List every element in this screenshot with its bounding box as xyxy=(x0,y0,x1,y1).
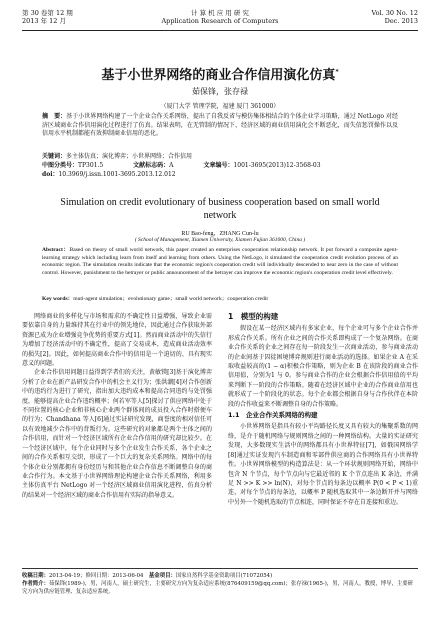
affiliation-en: ( School of Management, Xiamen University, Xiamen Fujian 361000, China ) xyxy=(134,237,306,243)
authors-cn: 茹保锋，张存禄 xyxy=(192,87,248,96)
issue-date-en: Dec. 2013 xyxy=(384,17,418,25)
section-paragraph: 假设在某一经济区域内有多家企业，每个企业可与多个企业合作并形成合作关系。所有企业之间的合作关系即构成了一个复杂网络。在商业合作关系的企业之间存在每一阶段发生一次商业活动，参与商业活动的企业间基于囚徒困境博弈规则进行商业活动的选择。如果企业 A 在采取收益较高的(1 − α)积极合作策略，则为企业 B 在该阶段的商业合作信用值，分别为1 与 0。参与商业合作的企业会根据合作信用值的平均来判断下一阶段的合作策略。随着在经济区域中企业的合作商业信用也就形成了一个阶段化的状态。每个企业都会根据自身与合作伙伴在本阶段的合作收益来不断调整自身的合作策略。 xyxy=(228,325,418,408)
footnote-received xyxy=(22,572,418,580)
abstract-cn xyxy=(42,113,398,139)
doi-label: doi： xyxy=(42,171,59,178)
header-center xyxy=(22,9,418,25)
keywords-cn-label: 关键词： xyxy=(42,153,67,160)
volume-no-en: Vol. 30 No. 12 xyxy=(371,9,418,17)
abstract-en xyxy=(42,247,398,277)
article-label: 文章编号： xyxy=(203,162,234,169)
subsection-heading: 1.1 企业合作关系网络的构建 xyxy=(228,411,318,420)
authors-en: RU Bao-feng，ZHANG Cun-lu xyxy=(181,231,259,237)
received-value: 2013-04-19；修回日期：2013-06-04 xyxy=(48,573,144,579)
title-text: 基于小世界网络的商业合作信用演化仿真 xyxy=(101,68,336,83)
cls-code xyxy=(42,162,117,169)
abstract-cn-text: 基于小世界网络构建了一个企业合作关系网络，提出了自我反省与模仿集体相结合的个体企业学习策略，通过 NetLogo 对经济区域商业合作信用演化过程进行了仿真。结果表明，在无管制的情况下，经济区域的商业信用演化会不断恶化，而失信惩罚操作以及信用水平机制都能有效抑制商业信用的恶化。 xyxy=(42,113,398,137)
doc-code xyxy=(133,162,187,169)
keywords-cn xyxy=(42,151,398,160)
section-heading: 1 模型的构建 xyxy=(228,312,279,321)
abstract-cn-label: 摘 要： xyxy=(42,113,67,120)
title-footnote-mark: * xyxy=(335,68,339,76)
footnote-bio xyxy=(22,580,418,596)
running-header xyxy=(22,6,418,31)
abstract-en-text: Based on theory of small world network, this paper created an enterprises cooperation relationship network. It put forward a composite agent-learning strategy which including learn from itself and learning from others. Using the NetLogo, it simulated the cooperation credit evolution process of an economic region. The simulation results indicate that the economic region's cooperation credit will individually descended to near zero in the case of without control. However, punishment to the betrayer or public announcement of the betrayer can improve the economic region's cooperation credit level effectively. xyxy=(42,247,398,276)
issue-date-cn: 2013 年 12 月 xyxy=(22,17,67,25)
fund-label: 基金项目： xyxy=(148,573,176,579)
doc-value: A xyxy=(169,162,174,169)
classification-row xyxy=(42,160,398,169)
keywords-en-label: Key words： xyxy=(42,296,74,302)
paper-title-cn xyxy=(0,64,440,83)
received-label: 收稿日期： xyxy=(22,573,49,579)
doi-value: 10.3969/j.issn.1001-3695.2013.12.012 xyxy=(58,171,176,178)
header-right xyxy=(372,9,418,25)
cls-value: TP301.5 xyxy=(78,162,104,169)
journal-name-cn: 计 算 机 应 用 研 究 xyxy=(191,9,249,17)
body-column-right xyxy=(228,312,418,507)
bio-value: 茹保锋(1989-)，男，河南人，硕士研究生，主要研究方向为复杂适应系统(876409159@qq.com)；张存禄(1965-)，男，河南人，教授，博导，主要研究方向为供应链管理、复杂适应系统。 xyxy=(22,581,414,595)
paper-title-en: Simulation on credit evolutionary of business cooperation based on small world network xyxy=(60,197,380,221)
journal-name-en: Application Research of Computers xyxy=(161,17,279,25)
cls-label: 中图分类号： xyxy=(42,162,79,169)
keywords-en-text: muti-agent simulation；evolutionary game；small world network；cooperation credit xyxy=(73,296,268,302)
footnote xyxy=(22,568,418,596)
section-paragraph: 小世界网络是指具有较小平均路径长度又具有较大的集聚系数的网络，是介于随机网络与规则网络之间的一种网络结构。大量的实证研究发现，大多数现实生活中的网络都具有小世界特征[7]，如俄国网络学[8]通过实证发现汽车制造商和零部件供应商的合作网络具有小世界特性。小世界网络模型的构造算法是：从一个环状规则网络开始，网络中包含 N 个节点，每个节点向与它最近邻的 K 个节点连出 K 条边，并满足 N >> K >> ln(N)，对每个节点的每条边以概率 P(0 < P < 1)重连，对每个节点的每条边，以概率 P 随机选取其中一条边断开并与网络中另外一个随机选取的节点相连，同时保证不存在自连接和重边。 xyxy=(228,423,418,506)
affiliation-cn: （厦门大学 管理学院，福建 厦门 361000） xyxy=(160,103,280,110)
fund-value: 国家自然科学基金资助项目(71072054) xyxy=(175,573,273,579)
abstract-en-label: Abstract： xyxy=(42,247,70,253)
doi xyxy=(42,169,176,178)
keywords-cn-text: 多主体仿真；演化博弈；小世界网络；合作信用 xyxy=(66,153,193,160)
bio-label: 作者简介： xyxy=(22,581,49,587)
body-column-left xyxy=(22,312,212,500)
article-value: 1001-3695(2013)12-3568-03 xyxy=(233,162,321,169)
intro-paragraph: 网络商业的多样化与市场和需求的不确定性日益增强，导致企业需要依靠自身的力量维持其在行业中的领先地位，因此通过合作获取外部资源已成为企业增强竞争优势的重要方式[1]。然而商业活动中的失信行为增加了经济活动中的不确定性，提高了交易成本，造成商业活动效率的损失[2]。因此，如何提高商业合作中的信用是一个迫切的、具有现实意义的问题。 xyxy=(22,313,212,368)
volume-issue: 第 30 卷第 12 期 xyxy=(22,9,73,17)
article-number xyxy=(203,162,334,169)
keywords-en xyxy=(42,294,398,302)
intro-paragraph: 企业合作信用问题日益得到学者们的关注，黄敏镁[3]基于演化博弈分析了企业在新产品研发合作中的机会主义行为；张洪潮[4]对合作创新中的违约行为进行了研究，指出加大违约成本和提高合同违约与处罚强度，能够提高企业合作违约概率；何若军等人[5]探讨了供应网络中处于不同位置的核心企业和非核心企业两个群体间的成员投入合作时搭便车的行为；Chandhana 等人[6]通过实证研究发现，商誉度的相对信任可以有效地减少合作中的背叛行为。这些研究的对象都是两个主体之间的合作信用，而针对一个经济区域所有企业合作信用的研究却比较少。在一个经济区域中，每个企业同时与多个企业发生合作关系，各个企业之间的合作关系相互交织，形成了一个巨大的复杂关系网络。网络中的每个体企业分别都拥有身份经历与和其他企业合作信息不断调整自身的商业合作行为。本文基于小世界网络理论构建企业合作关系网络，利用多主体仿真平台 NetLogo 对一个经济区域商业信用演化进程，仿真分析的结果对一个经济区域的商业合作信用有实际的指导意义。 xyxy=(22,369,212,499)
doc-label: 文献标志码： xyxy=(133,162,170,169)
